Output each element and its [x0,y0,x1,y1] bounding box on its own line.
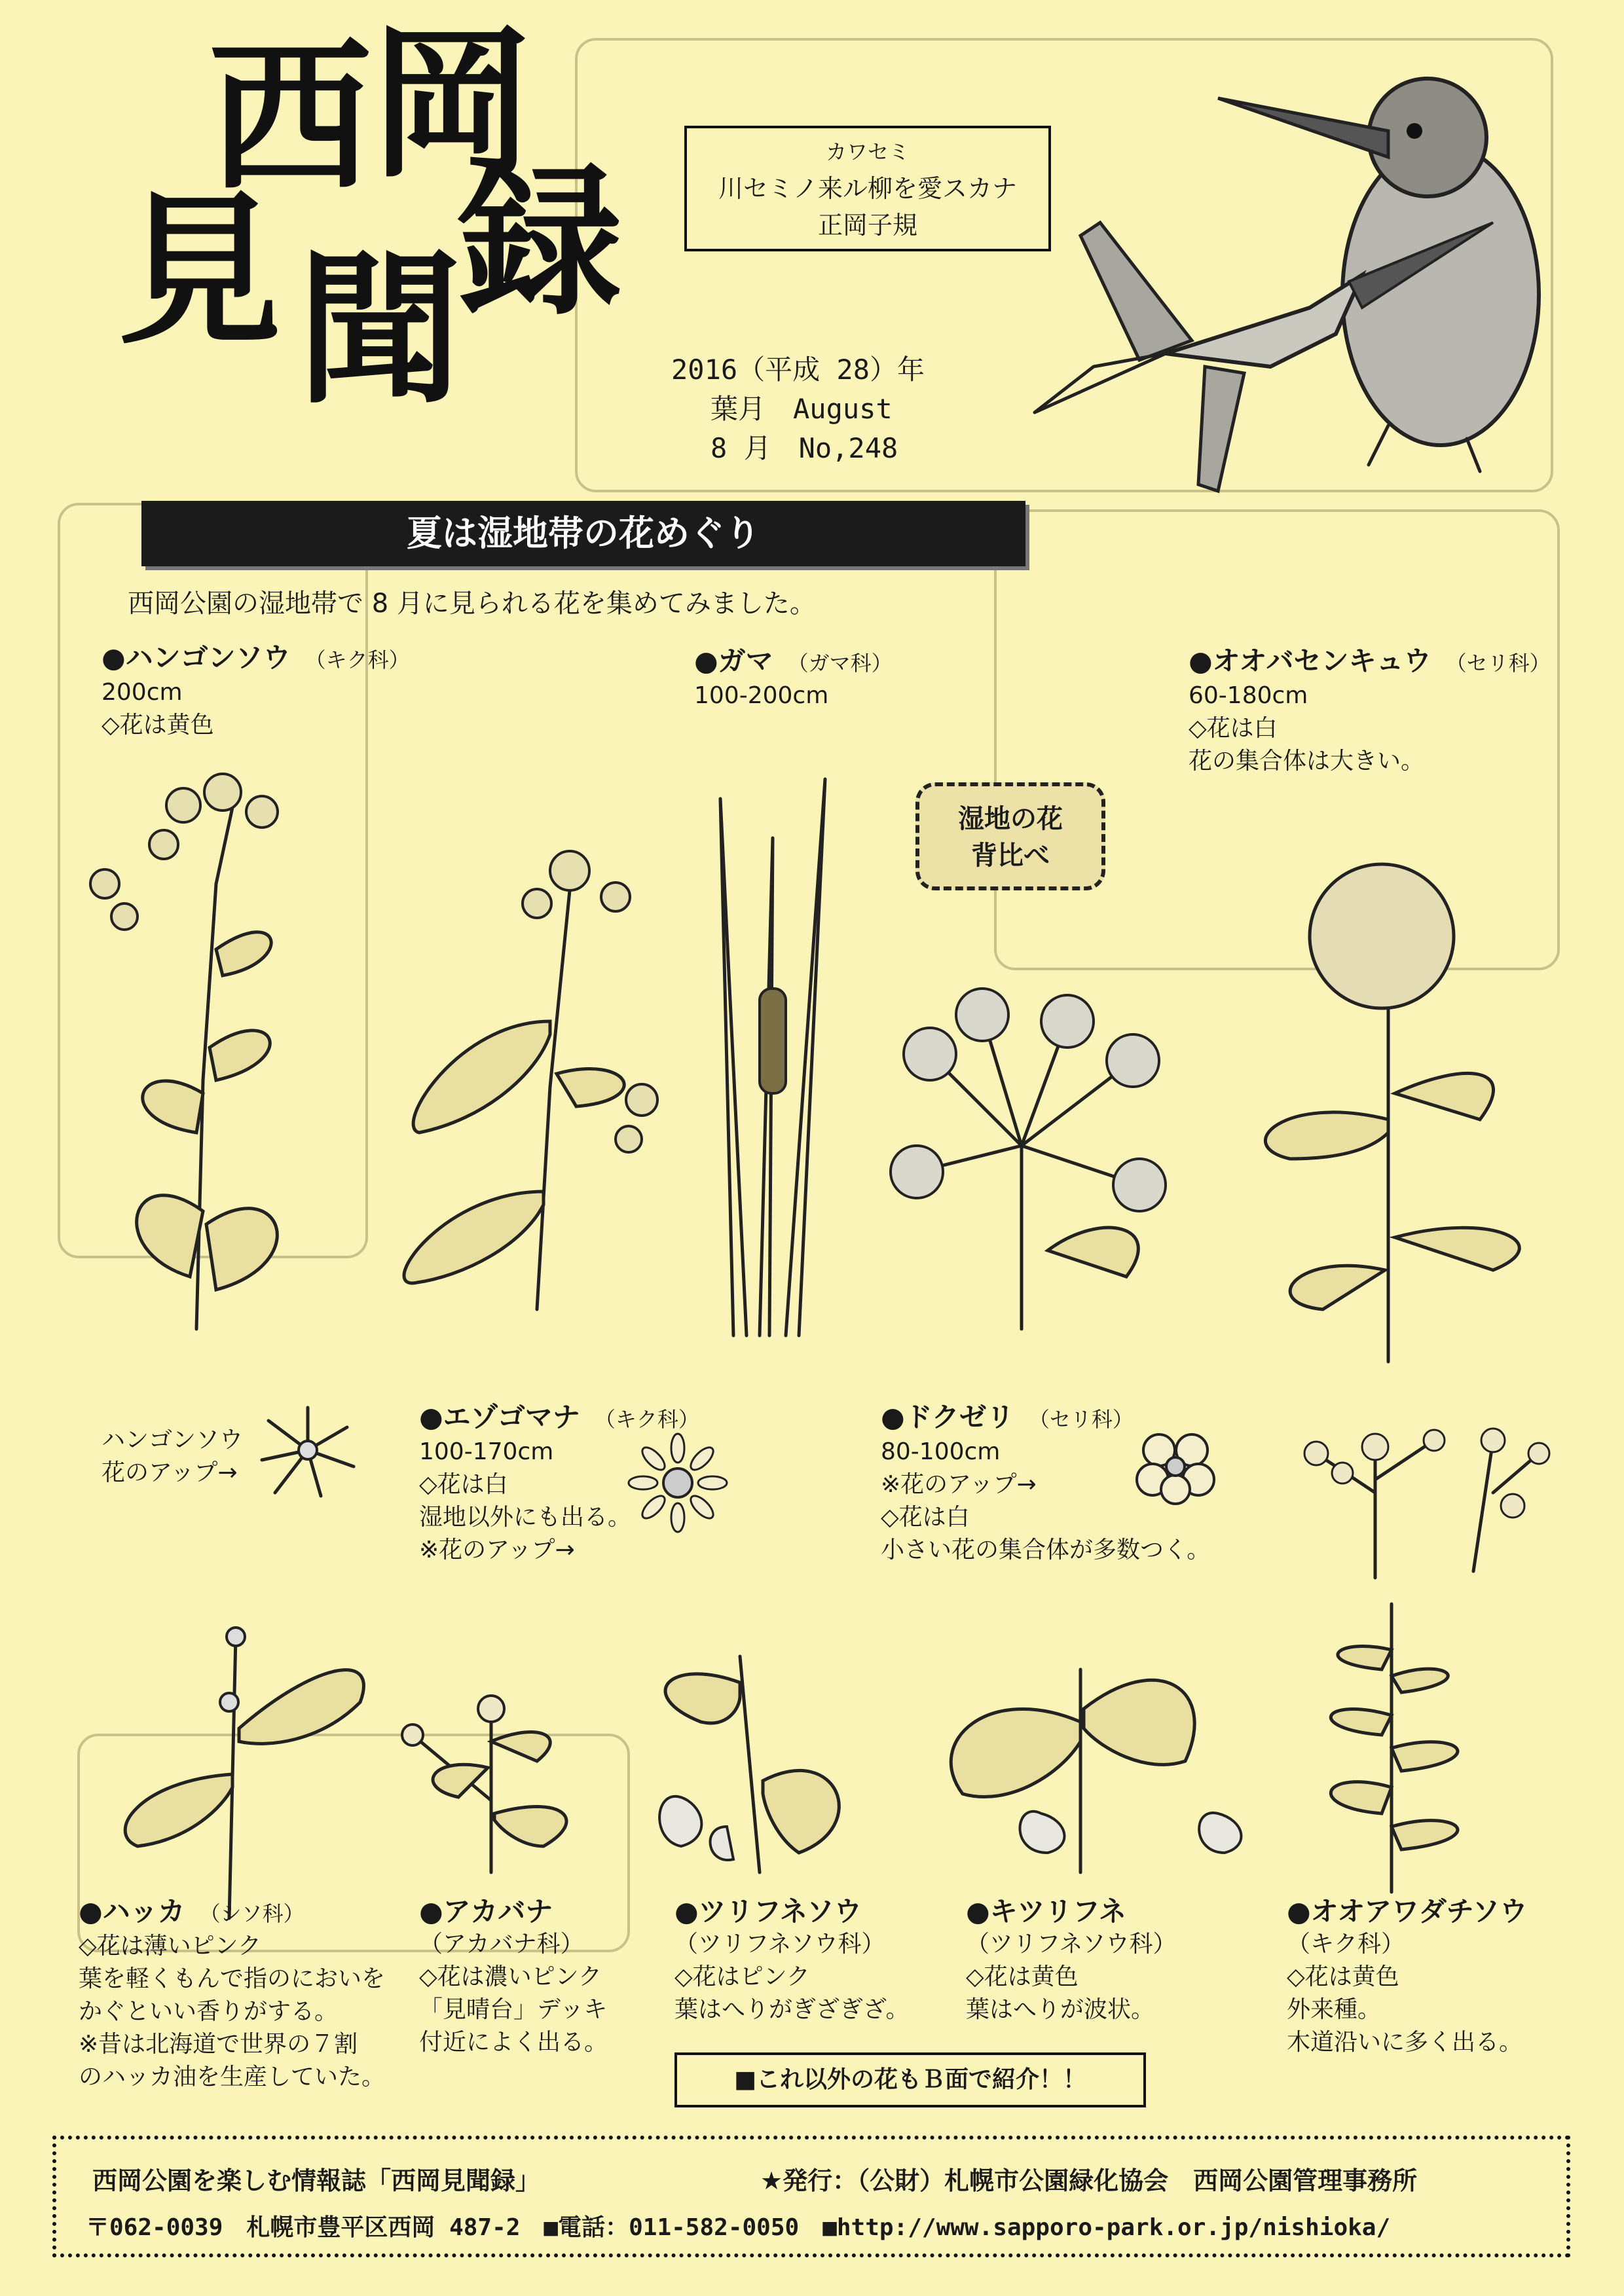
species-oobasenkyuu [1189,645,1551,778]
species-note: ◇花は白 [1189,715,1278,742]
haiku-verse: 川セミノ来ル柳を愛スカナ [718,174,1017,203]
compare-label-line: 背比べ [971,841,1050,871]
species-tsurifuneso [674,1895,910,2026]
species-note: 湿地以外にも出る。 [419,1504,632,1531]
height-compare-label [915,782,1105,890]
species-family: （シソ科） [199,1901,304,1926]
species-note: のハッカ油を生産していた。 [79,2064,386,2090]
species-name: ●アカバナ [419,1895,553,1927]
species-family: （セリ科） [1445,651,1551,676]
footer-magazine: 西岡公園を楽しむ情報誌「西岡見聞録」 [92,2166,541,2195]
caption-line: 花のアップ→ [101,1459,238,1486]
species-height: 100-200cm [694,682,829,709]
species-note: 「見晴台」デッキ [419,1996,608,2023]
species-height: 100-170cm [419,1438,554,1465]
species-note: 付近によく出る。 [419,2029,608,2056]
species-note: ◇花は黄色 [101,712,214,738]
species-name: ●エゾゴマナ [419,1401,580,1433]
oobasenkyuu-illustration [1218,845,1585,1368]
species-note: 小さい花の集合体が多数つく。 [881,1537,1211,1563]
ezogomana-illustration [354,825,694,1322]
species-note: ◇花は白 [419,1471,508,1498]
feature-intro: 西岡公園の湿地帯で 8 月に見られる花を集めてみました。 [128,589,816,619]
species-note: かぐといい香りがする。 [79,1998,339,2025]
hangonsou-illustration [65,753,341,1342]
species-akabana [419,1895,608,2059]
species-name: ●オオバセンキュウ [1189,645,1431,677]
compare-label-line: 湿地の花 [958,804,1063,834]
species-name: ●ドクゼリ [881,1401,1014,1433]
species-gama [694,645,893,712]
species-name: ●ハンゴンソウ [101,642,291,674]
kingfisher-illustration [1022,59,1598,504]
masthead-char: 西 [208,22,372,213]
species-note: ◇花は濃いピンク [419,1963,602,1990]
species-note: ※昔は北海道で世界の７割 [79,2031,358,2058]
species-height: 80-100cm [881,1438,1001,1465]
species-note: 葉はへりが波状。 [966,1996,1155,2023]
masthead-char: 岡 [370,9,534,200]
ooawadachisou-illustration [1283,1597,1500,1899]
species-name: ●ガマ [694,645,773,677]
gama-illustration [707,773,838,1349]
haiku-author: 正岡子規 [817,211,917,240]
issue-month: 葉月 August [710,393,893,425]
caption-line: ハンゴンソウ [101,1427,244,1453]
species-family: （キク科） [1287,1931,1405,1958]
species-note: ◇花は白 [881,1504,970,1531]
ooawadachisou-flower-illustration [1277,1414,1559,1584]
hakka-illustration [98,1611,393,1925]
species-note: 花の集合体は大きい。 [1189,748,1425,774]
species-note: 葉はへりがぎざぎざ。 [674,1996,910,2023]
species-name: ●ツリフネソウ [674,1895,862,1927]
species-name: ●キツリフネ [966,1895,1126,1927]
dokuzeri-flower-closeup [1126,1424,1225,1509]
issue-info [671,350,925,468]
species-note: ◇花はピンク [674,1963,810,1990]
kitsurifune-illustration [910,1630,1283,1879]
species-note: ◇花は黄色 [1287,1963,1399,1990]
species-hangonsou [101,642,410,742]
masthead-char: 録 [458,147,622,337]
species-family: （ツリフネソウ科） [674,1931,885,1958]
haiku-bird: カワセミ [825,139,910,164]
feature-title: 夏は湿地帯の花めぐり [141,501,1025,566]
species-ooawadachisou [1287,1895,1527,2059]
species-height: 60-180cm [1189,682,1308,709]
species-note: ◇花は黄色 [966,1963,1079,1990]
species-family: （ツリフネソウ科） [966,1931,1177,1958]
species-note: ※花のアップ→ [881,1471,1037,1498]
species-family: （ガマ科） [787,651,893,676]
species-name: ●ハッカ [79,1895,185,1927]
masthead-char: 聞 [298,235,462,426]
species-note: 外来種。 [1287,1996,1382,2023]
species-note: 葉を軽くもんで指のにおいを [79,1965,386,1992]
tsurifuneso-illustration [629,1630,871,1879]
species-height: 200cm [101,679,183,706]
hangonsou-closeup-caption [101,1424,243,1489]
species-note: ※花のアップ→ [419,1537,575,1563]
ezogomana-flower-closeup [629,1434,727,1532]
footer-contact: 〒062-0039 札幌市豊平区西岡 487-2 ■電話：011-582-0050 ■http://www.sapporo-park.or.jp/nishioka/ [86,2214,1391,2241]
species-kitsurifune [966,1895,1176,2026]
footer-publisher: ★発行：（公財）札幌市公園緑化協会 西岡公園管理事務所 [760,2166,1418,2195]
species-family: （キク科） [594,1407,699,1432]
species-family: （アカバナ科） [419,1931,584,1958]
issue-year: 2016（平成 28）年 [671,354,925,386]
haiku-box [684,126,1051,251]
b-side-notice: ■これ以外の花もＢ面で紹介！！ [674,2052,1146,2107]
dokuzeri-large-illustration [851,975,1205,1342]
species-hakka [79,1895,385,2094]
species-family: （キク科） [304,647,410,672]
issue-number: 8 月 No,248 [710,432,898,464]
hangonsou-flower-closeup [255,1401,360,1499]
species-note: 木道沿いに多く出る。 [1287,2029,1523,2056]
species-name: ●オオアワダチソウ [1287,1895,1528,1927]
species-family: （セリ科） [1028,1407,1134,1432]
akabana-illustration [380,1683,596,1879]
footer [52,2136,1570,2257]
masthead-char: 見 [118,176,282,367]
species-note: ◇花は薄いピンク [79,1933,261,1959]
